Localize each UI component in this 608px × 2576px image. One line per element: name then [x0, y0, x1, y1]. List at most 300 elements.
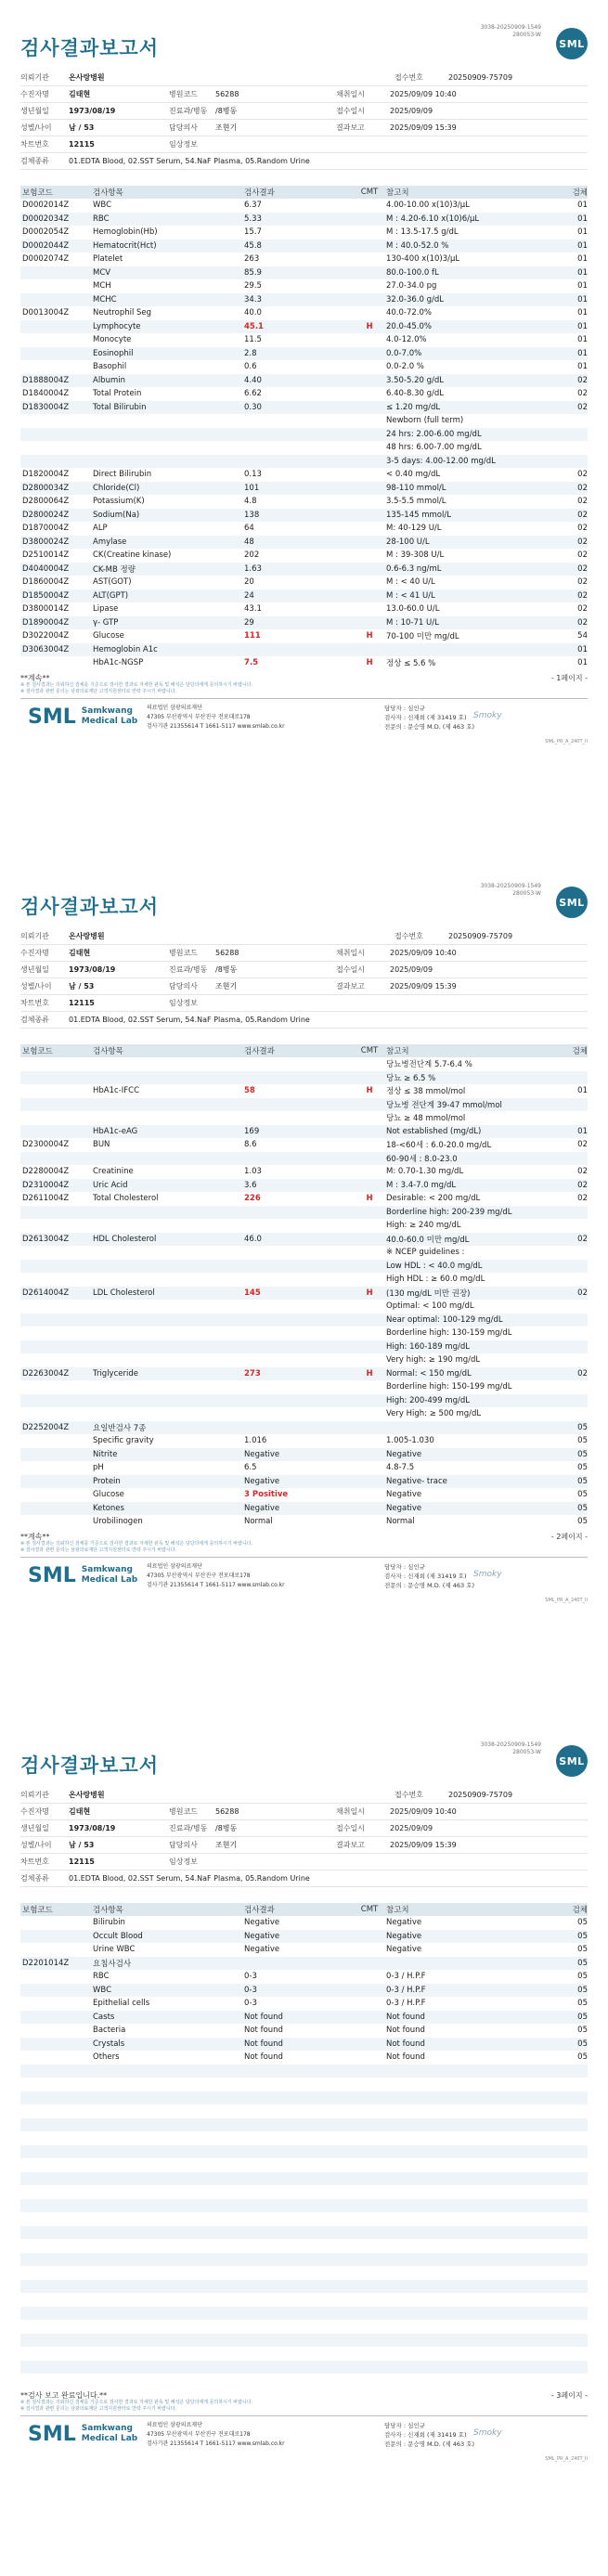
reference-range: 24 hrs: 2.00-6.00 mg/dL [386, 429, 482, 439]
table-row [20, 1260, 588, 1274]
specimen-code: 02 [577, 1288, 588, 1298]
specimen-code: 01 [577, 321, 588, 331]
address-line: 47305 부산광역시 부산진구 전포대로178 [147, 1572, 251, 1579]
insurance-code: D1820004Z [22, 470, 70, 480]
table-row [20, 414, 588, 428]
doctor-value: 조현기 [215, 1841, 238, 1849]
table-row [20, 1071, 588, 1085]
footer-address [147, 704, 285, 731]
ward-code-label: 병원코드 [169, 1807, 198, 1816]
institution-label: 의뢰기관 [20, 932, 49, 940]
footer-note: ※ 본 검사결과는 의뢰하신 검체를 기준으로 검사한 결과로 자세한 판독 및 해석은 담당의에게 문의하시기 바랍니다. [20, 681, 253, 688]
name-label: 수진자명 [20, 90, 49, 98]
test-item: ALP [93, 524, 108, 534]
table-row [20, 1165, 588, 1179]
reference-range: 4.0-12.0% [386, 335, 427, 345]
specimen-code: 01 [577, 348, 588, 358]
reference-range: Very High: ≥ 500 mg/dL [386, 1409, 482, 1419]
institution-value: 온사랑병원 [69, 1791, 105, 1799]
specimen-code: 01 [577, 644, 588, 654]
empty-row [20, 2361, 588, 2375]
reference-range: 4.8-7.5 [386, 1463, 415, 1473]
table-row [20, 387, 588, 401]
reference-range: 0-3 / H.P.F [386, 1999, 426, 2009]
continuation-marker: **계속** [20, 673, 50, 682]
table-row [20, 306, 588, 320]
specimen-code: 01 [577, 227, 588, 238]
reference-range: 당뇨 ≥ 48 mmol/mol [386, 1114, 466, 1124]
test-result: 29.5 [244, 281, 262, 291]
test-result: 0.30 [244, 402, 262, 412]
ward-code-value: 56288 [215, 1807, 239, 1816]
report-time-label: 결과보고 [336, 1841, 365, 1849]
specimen-code: 01 [577, 240, 588, 251]
insurance-code: D2263004Z [22, 1368, 70, 1379]
specimen-code: 02 [577, 617, 588, 628]
top-code-line: 280053-W [512, 32, 541, 38]
footer-note: ※ 본 검사결과는 의뢰하신 검체를 기준으로 검사한 결과로 자세한 판독 및 해석은 담당의에게 문의하시기 바랍니다. [20, 1540, 253, 1547]
reference-range: High: 200-499 mg/dL [386, 1395, 470, 1405]
specimen-code: 02 [577, 375, 588, 385]
empty-row [20, 2172, 588, 2186]
empty-row [20, 2158, 588, 2172]
reference-range: Not established (mg/dL) [386, 1126, 482, 1136]
reference-range: Negative [386, 1490, 422, 1500]
test-result: 43.1 [244, 604, 262, 615]
empty-row [20, 2212, 588, 2226]
page-number: - 1페이지 - [550, 673, 588, 682]
continuation-marker: **계속** [20, 1532, 50, 1541]
receipt-no-value: 20250909-75709 [448, 73, 513, 82]
test-result: 15.7 [244, 227, 262, 238]
specimen-label: 검체종류 [20, 1016, 49, 1024]
signature: Smoky [473, 710, 502, 720]
receipt-no-label: 접수번호 [395, 1791, 423, 1799]
test-result: 6.62 [244, 389, 262, 399]
table-row [20, 549, 588, 563]
table-row [20, 1957, 588, 1971]
test-result: 7.5 [244, 658, 259, 668]
test-item: Specific gravity [93, 1436, 154, 1446]
address-line: 의료법인 삼광의료재단 [147, 704, 202, 711]
page-title: 검사결과보고서 [20, 896, 160, 918]
empty-row [20, 2293, 588, 2307]
table-row [20, 1488, 588, 1502]
reference-range: 0.0-7.0% [386, 348, 422, 358]
brand-line: Samkwang [81, 706, 133, 716]
footer-note: ※ 검사결과 관련 문의는 삼광의료재단 고객지원센터로 연락 주시기 바랍니다. [20, 688, 177, 694]
table-row [20, 1057, 588, 1071]
test-result: 64 [244, 524, 254, 534]
name-value: 김태현 [69, 90, 91, 98]
test-item: Lipase [93, 604, 119, 615]
footer-brand-name [82, 1565, 137, 1586]
institution-value: 온사랑병원 [69, 932, 105, 940]
header-item: 검사항목 [93, 188, 123, 198]
footer-signatories [384, 2421, 474, 2449]
specimen-code: 05 [577, 1436, 588, 1446]
reference-range: High: 160-189 mg/dL [386, 1341, 470, 1352]
footer-note: ※ 검사결과 관련 문의는 삼광의료재단 고객지원센터로 연락 주시기 바랍니다. [20, 1547, 177, 1553]
table-row [20, 333, 588, 347]
footer-brand-name [82, 2424, 137, 2444]
specimen-code: 02 [577, 1180, 588, 1190]
specimen-code: 05 [577, 2012, 588, 2022]
specimen-code: 02 [577, 470, 588, 480]
empty-row [20, 2374, 588, 2388]
test-result: 111 [244, 631, 261, 641]
specimen-code: 54 [577, 631, 588, 641]
report-time-label: 결과보고 [336, 123, 365, 132]
top-code-line: 280053-W [512, 890, 541, 897]
specimen-code: 02 [577, 1167, 588, 1177]
specimen-code: 05 [577, 1999, 588, 2009]
footer-signatories [384, 1562, 474, 1590]
test-item: RBC [93, 1972, 110, 1982]
test-item: Bacteria [93, 2026, 126, 2036]
footer-logo-mark: SML [28, 2422, 76, 2446]
top-code [481, 24, 541, 39]
results-table [20, 1903, 588, 2388]
test-item: Creatinine [93, 1167, 134, 1177]
test-result: 145 [244, 1288, 261, 1298]
cmt-flag: H [366, 1086, 373, 1096]
reference-range: 0-3 / H.P.F [386, 1985, 426, 1995]
specimen-code: 01 [577, 658, 588, 668]
insurance-code: D0002034Z [22, 214, 70, 224]
reference-range: Normal [386, 1517, 415, 1527]
table-row [20, 1930, 588, 1944]
table-row [20, 643, 588, 657]
test-item: Crystals [93, 2039, 125, 2049]
empty-row [20, 2078, 588, 2091]
table-row [20, 1340, 588, 1354]
test-result: Normal [244, 1517, 273, 1527]
reference-range: 3-5 days: 4.00-12.00 mg/dL [386, 456, 496, 466]
table-row [20, 374, 588, 388]
test-item: Direct Bilirubin [93, 470, 152, 480]
reference-range: High HDL : ≥ 60.0 mg/dL [386, 1275, 485, 1285]
test-result: 0-3 [244, 1985, 257, 1995]
insurance-code: D1888004Z [22, 375, 70, 385]
table-row [20, 1125, 588, 1139]
table-row [20, 1434, 588, 1448]
address-line: 의료법인 삼광의료재단 [147, 1562, 202, 1570]
collect-label: 채취일시 [336, 90, 365, 98]
footer-note: ※ 검사결과 관련 문의는 삼광의료재단 고객지원센터로 연락 주시기 바랍니다. [20, 2405, 177, 2412]
form-code: SML_PR_A_240T_II [545, 2455, 588, 2462]
institution-value: 온사랑병원 [69, 73, 105, 82]
specimen-code: 02 [577, 1140, 588, 1150]
info-row [20, 1854, 588, 1871]
chart-label: 차트번호 [20, 999, 49, 1007]
specimen-code: 01 [577, 335, 588, 345]
insurance-code: D4040004Z [22, 563, 70, 574]
test-item: Glucose [93, 1490, 124, 1500]
footer-address [147, 1562, 285, 1590]
table-row [20, 455, 588, 469]
reference-range: M: 0.70-1.30 mg/dL [386, 1167, 464, 1177]
header-specimen: 검체 [572, 1047, 588, 1056]
sml-logo: SML [556, 1745, 588, 1777]
test-result: 46.0 [244, 1234, 262, 1244]
ward-code-value: 56288 [215, 90, 239, 98]
dept-label: 진료과/병동 [169, 107, 208, 115]
empty-row [20, 2145, 588, 2159]
reference-range: M : < 40 U/L [386, 577, 435, 588]
clinical-label: 임상정보 [169, 140, 198, 149]
reference-range: 32.0-36.0 g/dL [386, 294, 445, 304]
reference-range: M : 13.5-17.5 g/dL [386, 227, 459, 238]
table-row [20, 1246, 588, 1260]
test-item: LDL Cholesterol [93, 1288, 155, 1298]
receive-value: 2025/09/09 [390, 1824, 433, 1832]
patient-info [20, 928, 588, 1029]
chart-label: 차트번호 [20, 140, 49, 149]
reference-range: Negative [386, 1449, 422, 1459]
specimen-code: 01 [577, 1086, 588, 1096]
specimen-code: 05 [577, 1918, 588, 1928]
specimen-code: 02 [577, 604, 588, 615]
insurance-code: D3063004Z [22, 644, 70, 654]
top-code [481, 883, 541, 898]
dept-value: /8병동 [215, 1824, 238, 1832]
table-row [20, 279, 588, 293]
signatory-line: 담당자 : 심인규 [384, 2421, 425, 2429]
test-item: Ketones [93, 1503, 124, 1513]
test-item: pH [93, 1463, 104, 1473]
specimen-code: 02 [577, 497, 588, 507]
reference-range: Not found [386, 2026, 425, 2036]
test-item: ALT(GPT) [93, 590, 129, 601]
table-row [20, 1138, 588, 1152]
page-title: 검사결과보고서 [20, 1754, 160, 1777]
specimen-value: 01.EDTA Blood, 02.SST Serum, 54.NaF Plasma, 05.Random Urine [69, 157, 310, 165]
test-result: 0.13 [244, 470, 262, 480]
reference-range: 27.0-34.0 pg [386, 281, 437, 291]
test-result: 0.6 [244, 362, 257, 372]
table-row [20, 1461, 588, 1475]
specimen-code: 05 [577, 1490, 588, 1500]
clinical-label: 임상정보 [169, 1858, 198, 1866]
test-result: Negative [244, 1503, 280, 1513]
test-result: 6.5 [244, 1463, 257, 1473]
info-row [20, 1837, 588, 1854]
footer-divider [20, 698, 588, 699]
collect-label: 채취일시 [336, 949, 365, 957]
reference-range: Not found [386, 2039, 425, 2049]
info-row [20, 86, 588, 103]
table-row [20, 589, 588, 603]
test-result: 4.40 [244, 375, 262, 385]
signatory-line: 검사자 : 신재희 (제 31419 호) [384, 1572, 467, 1580]
reference-range: High: ≥ 240 mg/dL [386, 1221, 461, 1231]
footer-divider [20, 2415, 588, 2416]
header-code: 보험코드 [22, 188, 53, 198]
specimen-code: 05 [577, 2052, 588, 2063]
reference-range: 0.6-6.3 ng/mL [386, 563, 442, 574]
test-item: Potassium(K) [93, 497, 145, 507]
header-cmt: CMT [360, 1905, 379, 1914]
empty-row [20, 2334, 588, 2348]
table-row [20, 1380, 588, 1394]
table-row [20, 1943, 588, 1957]
footer-note: ※ 본 검사결과는 의뢰하신 검체를 기준으로 검사한 결과로 자세한 판독 및 해석은 담당의에게 문의하시기 바랍니다. [20, 2399, 253, 2405]
footer-notes [20, 2400, 252, 2413]
insurance-code: D3800024Z [22, 537, 70, 547]
insurance-code: D3022004Z [22, 631, 70, 641]
test-result: Negative [244, 1449, 280, 1459]
insurance-code: D0002054Z [22, 227, 70, 238]
test-result: 11.5 [244, 335, 262, 345]
test-item: HbA1c-eAG [93, 1126, 138, 1136]
cmt-flag: H [366, 1194, 373, 1204]
specimen-code: 05 [577, 1476, 588, 1486]
insurance-code: D2800034Z [22, 483, 70, 493]
reference-range: 0.0-2.0 % [386, 362, 424, 372]
test-result: 20 [244, 577, 254, 588]
specimen-code: 02 [577, 389, 588, 399]
specimen-label: 검체종류 [20, 157, 49, 165]
reference-range: 70-100 미만 mg/dL [386, 632, 459, 642]
footer-address [147, 2421, 285, 2449]
dept-label: 진료과/병동 [169, 965, 208, 974]
reference-range: M : 3.4-7.0 mg/dL [386, 1180, 457, 1190]
reference-range: Low HDL : < 40.0 mg/dL [386, 1261, 483, 1271]
table-row [20, 1192, 588, 1206]
receive-label: 접수일시 [336, 965, 365, 974]
reference-range: 당뇨병전단계 5.7-6.4 % [386, 1060, 472, 1070]
report-page [0, 0, 608, 859]
empty-row [20, 2118, 588, 2132]
sml-logo: SML [556, 887, 588, 918]
test-item: Neutrophil Seg [93, 308, 152, 318]
ward-code-label: 병원코드 [169, 90, 198, 98]
test-result: Negative [244, 1931, 280, 1941]
test-item: Hemoglobin A1c [93, 644, 158, 654]
test-result: 85.9 [244, 267, 262, 278]
address-line: 검사기관 21355614 T 1661-5117 www.smlab.co.kr [147, 2440, 285, 2447]
reference-range: 48 hrs: 6.00-7.00 mg/dL [386, 443, 482, 453]
report-time-value: 2025/09/09 15:39 [390, 1841, 457, 1849]
insurance-code: D2613004Z [22, 1234, 70, 1244]
birth-value: 1973/08/19 [69, 965, 116, 974]
test-result: Not found [244, 2052, 283, 2063]
test-item: Total Cholesterol [93, 1194, 159, 1204]
test-item: Albumin [93, 375, 125, 385]
receipt-no-label: 접수번호 [395, 932, 423, 940]
header-code: 보험코드 [22, 1047, 53, 1056]
empty-row [20, 2104, 588, 2118]
top-code-line: 3038-20250909-1549 [480, 1741, 541, 1748]
header-cmt: CMT [360, 188, 379, 197]
info-row [20, 945, 588, 962]
test-item: 요침사검사 [93, 1959, 132, 1969]
reference-range: 3.5-5.5 mmol/L [386, 497, 446, 507]
reference-range: 20.0-45.0% [386, 321, 432, 331]
table-row [20, 1152, 588, 1166]
reference-range: Negative [386, 1945, 422, 1955]
info-row [20, 1871, 588, 1887]
table-row [20, 1179, 588, 1193]
test-result: Not found [244, 2039, 283, 2049]
table-row [20, 1353, 588, 1367]
test-result: 202 [244, 550, 260, 561]
specimen-code: 02 [577, 483, 588, 493]
reference-range: 98-110 mmol/L [386, 483, 446, 493]
sexage-value: 남 / 53 [69, 123, 95, 132]
header-reference: 참고치 [386, 1047, 409, 1056]
test-result: 48 [244, 537, 254, 547]
empty-row [20, 2065, 588, 2078]
test-result: 58 [244, 1086, 255, 1096]
insurance-code: D1830004Z [22, 402, 70, 412]
table-row [20, 428, 588, 442]
table-row [20, 1327, 588, 1340]
ward-code-value: 56288 [215, 949, 239, 957]
table-row [20, 509, 588, 523]
specimen-code: 02 [577, 1194, 588, 1204]
specimen-code: 02 [577, 1368, 588, 1379]
institution-label: 의뢰기관 [20, 73, 49, 82]
name-value: 김태현 [69, 1807, 91, 1816]
specimen-value: 01.EDTA Blood, 02.SST Serum, 54.NaF Plasma, 05.Random Urine [69, 1016, 310, 1024]
test-item: Epithelial cells [93, 1999, 150, 2009]
insurance-code: D2280004Z [22, 1167, 70, 1177]
table-row [20, 1515, 588, 1529]
birth-value: 1973/08/19 [69, 1824, 116, 1832]
specimen-code: 05 [577, 1503, 588, 1513]
clinical-label: 임상정보 [169, 999, 198, 1007]
footer-notes [20, 1541, 252, 1554]
reference-range: 13.0-60.0 U/L [386, 604, 440, 615]
table-row [20, 1394, 588, 1408]
doctor-value: 조현기 [215, 123, 238, 132]
collect-value: 2025/09/09 10:40 [390, 90, 457, 98]
specimen-code: 05 [577, 1422, 588, 1432]
chart-value: 12115 [69, 999, 95, 1007]
collect-value: 2025/09/09 10:40 [390, 1807, 457, 1816]
reference-range: ※ NCEP guidelines : [386, 1248, 465, 1258]
patient-info [20, 70, 588, 170]
address-line: 47305 부산광역시 부산진구 전포대로178 [147, 713, 251, 720]
brand-line: Samkwang [81, 1565, 133, 1574]
test-item: Monocyte [93, 335, 132, 345]
test-item: RBC [93, 214, 110, 224]
header-result: 검사결과 [244, 1906, 275, 1915]
sexage-label: 성별/나이 [20, 1841, 52, 1849]
reference-range: 130-400 x(10)3/μL [386, 254, 460, 265]
specimen-code: 05 [577, 1958, 588, 1968]
signatory-line: 전문의 : 문승명 M.D. (제 463 호) [384, 1581, 475, 1589]
table-row [20, 616, 588, 630]
specimen-code: 05 [577, 2039, 588, 2049]
test-result: 2.8 [244, 348, 257, 358]
specimen-code: 01 [577, 214, 588, 224]
table-row [20, 563, 588, 576]
specimen-code: 02 [577, 577, 588, 588]
insurance-code: D2611004Z [22, 1194, 70, 1204]
header-item: 검사항목 [93, 1047, 123, 1056]
specimen-code: 05 [577, 1931, 588, 1941]
info-row [20, 153, 588, 170]
table-row [20, 576, 588, 589]
header-specimen: 검체 [572, 188, 588, 198]
brand-line: Medical Lab [81, 717, 138, 726]
cmt-flag: H [366, 631, 373, 641]
reference-range: 당뇨 ≥ 6.5 % [386, 1073, 436, 1083]
reference-range: 정상 ≤ 38 mmol/mol [386, 1087, 466, 1097]
